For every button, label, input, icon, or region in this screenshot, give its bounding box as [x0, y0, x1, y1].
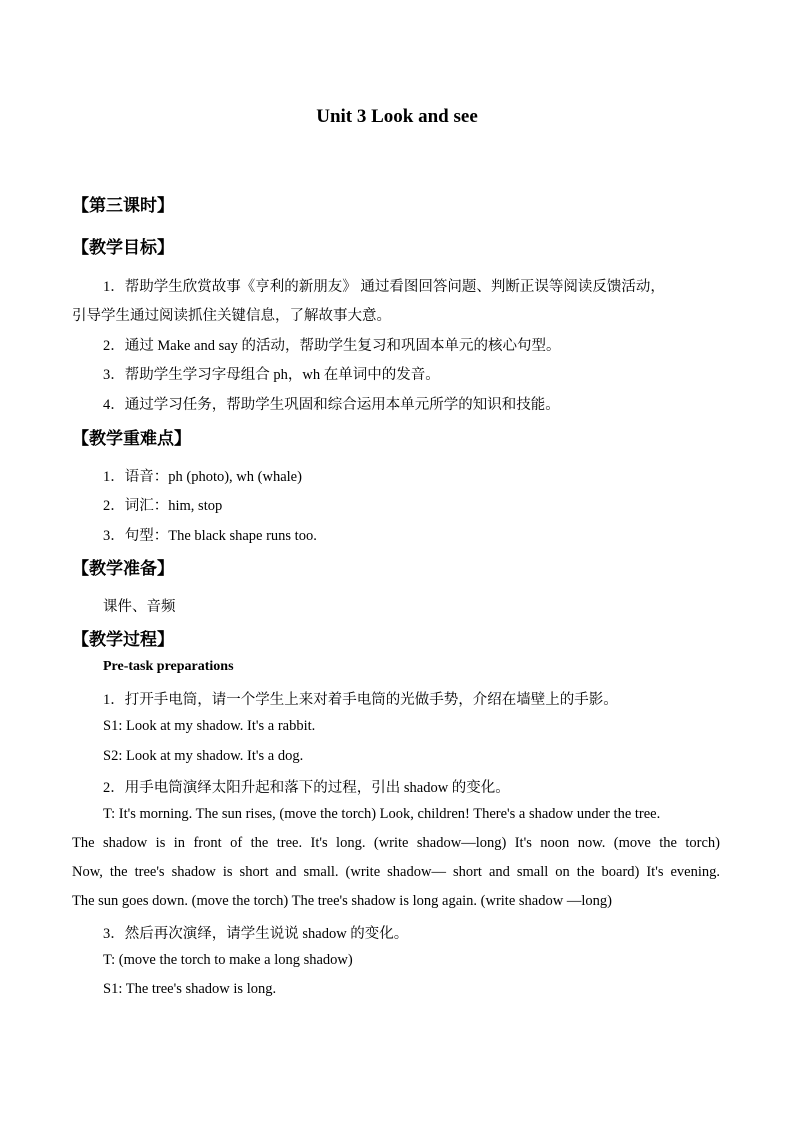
document-title: Unit 3 Look and see [316, 106, 478, 127]
dialogue-s1-tree: S1: The tree's shadow is long. [103, 981, 277, 997]
heading-teaching-goals: 【教学目标】 [72, 238, 174, 258]
paragraph-line-3: Now, the tree's shadow is short and small. (write shadow— short and small on the board) It's evening. [72, 864, 720, 880]
goal-4: 4．通过学习任务，帮助学生巩固和综合运用本单元所学的知识和技能。 [103, 397, 560, 413]
step-3: 3．然后再次演绎，请学生说说 shadow 的变化。 [103, 926, 409, 942]
preparation-items: 课件、音频 [103, 599, 176, 615]
step-1: 1．打开手电筒，请一个学生上来对着手电筒的光做手势，介绍在墙壁上的手影。 [103, 692, 618, 708]
goal-2: 2．通过 Make and say 的活动，帮助学生复习和巩固本单元的核心句型。 [103, 338, 561, 354]
heading-key-points: 【教学重难点】 [72, 429, 191, 449]
goal-3: 3．帮助学生学习字母组合 ph，wh 在单词中的发音。 [103, 367, 440, 383]
pre-task-heading: Pre-task preparations [103, 659, 234, 674]
paragraph-line-2: The shadow is in front of the tree. It's long. (write shadow—long) It's noon now. (move the torch) [72, 835, 720, 851]
heading-lesson: 【第三课时】 [72, 196, 174, 216]
dialogue-teacher: T: (move the torch to make a long shadow) [103, 952, 353, 968]
dialogue-s1-rabbit: S1: Look at my shadow. It's a rabbit. [103, 718, 316, 734]
goal-1-line-2: 引导学生通过阅读抓住关键信息，了解故事大意。 [72, 308, 391, 324]
dialogue-s2-dog: S2: Look at my shadow. It's a dog. [103, 748, 304, 764]
key-point-2: 2．词汇：him, stop [103, 498, 223, 514]
key-point-3: 3．句型：The black shape runs too. [103, 528, 317, 544]
goal-1-line-1: 1．帮助学生欣赏故事《亨利的新朋友》 通过看图回答问题、判断正误等阅读反馈活动， [103, 279, 665, 295]
heading-preparation: 【教学准备】 [72, 559, 174, 579]
step-2: 2．用手电筒演绎太阳升起和落下的过程，引出 shadow 的变化。 [103, 780, 510, 796]
paragraph-line-1: T: It's morning. The sun rises, (move the torch) Look, children! There's a shadow under the tree. [103, 806, 661, 822]
heading-process: 【教学过程】 [72, 630, 174, 650]
paragraph-line-4: The sun goes down. (move the torch) The tree's shadow is long again. (write shadow —long) [72, 893, 612, 909]
key-point-1: 1．语音：ph (photo), wh (whale) [103, 469, 302, 485]
